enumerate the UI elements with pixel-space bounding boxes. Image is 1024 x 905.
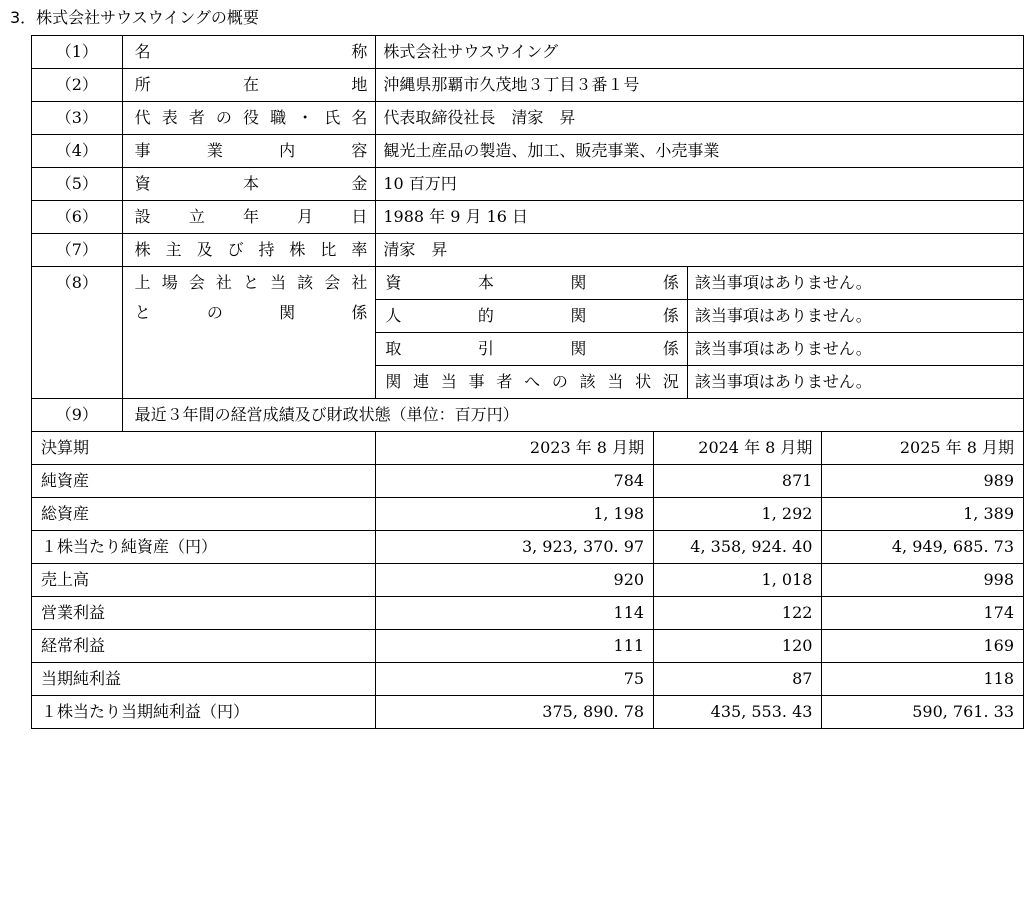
financial-value: 111 <box>376 630 654 663</box>
row-address <box>32 69 1024 102</box>
financial-value: 1, 292 <box>654 498 822 531</box>
financial-row <box>32 465 1024 498</box>
financial-header-label: 決算期 <box>32 432 376 465</box>
row-number: （3） <box>32 102 123 135</box>
row-shareholders <box>32 234 1024 267</box>
row-number: （1） <box>32 36 123 69</box>
relation-item-value: 該当事項はありません。 <box>687 333 1023 366</box>
row-name <box>32 36 1024 69</box>
relation-label <box>122 267 376 399</box>
financial-value: 1, 198 <box>376 498 654 531</box>
row-number: （4） <box>32 135 123 168</box>
financial-value: 4, 358, 924. 40 <box>654 531 822 564</box>
financial-row-label: 純資産 <box>32 465 376 498</box>
row-number: （7） <box>32 234 123 267</box>
financial-row <box>32 531 1024 564</box>
financial-value: 920 <box>376 564 654 597</box>
relation-item-label: 資本関係 <box>376 267 688 300</box>
relation-item-value: 該当事項はありません。 <box>687 366 1023 399</box>
financial-row <box>32 564 1024 597</box>
relation-item-value: 該当事項はありません。 <box>687 267 1023 300</box>
row-label: 名称 <box>122 36 376 69</box>
financial-number: （9） <box>32 399 123 432</box>
row-established <box>32 201 1024 234</box>
row-label: 所在地 <box>122 69 376 102</box>
financial-row-label: 当期純利益 <box>32 663 376 696</box>
row-number: （6） <box>32 201 123 234</box>
financial-period: 2025 年 8 月期 <box>822 432 1024 465</box>
relation-item-label: 関連当事者への該当状況 <box>376 366 688 399</box>
row-number: （5） <box>32 168 123 201</box>
section-heading: 3．株式会社サウスウイングの概要 <box>10 8 259 27</box>
financial-row-label: 営業利益 <box>32 597 376 630</box>
row-label: 設立年月日 <box>122 201 376 234</box>
financial-row <box>32 696 1024 729</box>
financial-value: 114 <box>376 597 654 630</box>
financial-period: 2023 年 8 月期 <box>376 432 654 465</box>
financial-row-label: 売上高 <box>32 564 376 597</box>
financial-value: 871 <box>654 465 822 498</box>
relation-label-line2: との関係 <box>134 303 368 322</box>
financial-value: 784 <box>376 465 654 498</box>
financial-value: 989 <box>822 465 1024 498</box>
row-value: 1988 年 9 月 16 日 <box>376 201 1024 234</box>
financial-value: 75 <box>376 663 654 696</box>
row-capital <box>32 168 1024 201</box>
row-value: 10 百万円 <box>376 168 1024 201</box>
financial-value: 1, 018 <box>654 564 822 597</box>
financial-row <box>32 597 1024 630</box>
financial-value: 174 <box>822 597 1024 630</box>
company-overview-table <box>31 35 1024 729</box>
financial-value: 3, 923, 370. 97 <box>376 531 654 564</box>
financial-value: 118 <box>822 663 1024 696</box>
row-representative <box>32 102 1024 135</box>
financial-row-label: １株当たり当期純利益（円） <box>32 696 376 729</box>
financial-header-row <box>32 432 1024 465</box>
financial-title: 最近３年間の経営成績及び財政状態（単位：百万円） <box>122 399 1023 432</box>
row-label: 代表者の役職・氏名 <box>122 102 376 135</box>
row-business <box>32 135 1024 168</box>
relation-item-label: 取引関係 <box>376 333 688 366</box>
row-value: 沖縄県那覇市久茂地３丁目３番１号 <box>376 69 1024 102</box>
financial-row <box>32 498 1024 531</box>
financial-value: 375, 890. 78 <box>376 696 654 729</box>
row-number: （2） <box>32 69 123 102</box>
relation-item-label: 人的関係 <box>376 300 688 333</box>
row-value: 観光土産品の製造、加工、販売事業、小売事業 <box>376 135 1024 168</box>
financial-row-label: 総資産 <box>32 498 376 531</box>
financial-value: 122 <box>654 597 822 630</box>
relation-item-value: 該当事項はありません。 <box>687 300 1023 333</box>
financial-row-label: １株当たり純資産（円） <box>32 531 376 564</box>
financial-period: 2024 年 8 月期 <box>654 432 822 465</box>
row-value: 株式会社サウスウイング <box>376 36 1024 69</box>
financial-value: 590, 761. 33 <box>822 696 1024 729</box>
relation-label-line1: 上場会社と当該会社 <box>134 273 368 292</box>
financial-value: 1, 389 <box>822 498 1024 531</box>
row-value: 清家 昇 <box>376 234 1024 267</box>
financial-value: 4, 949, 685. 73 <box>822 531 1024 564</box>
financial-row <box>32 630 1024 663</box>
financial-value: 435, 553. 43 <box>654 696 822 729</box>
financial-row <box>32 663 1024 696</box>
row-label: 事業内容 <box>122 135 376 168</box>
relation-number: （8） <box>32 267 123 399</box>
financial-value: 169 <box>822 630 1024 663</box>
row-label: 資本金 <box>122 168 376 201</box>
financial-row-label: 経常利益 <box>32 630 376 663</box>
row-label: 株主及び持株比率 <box>122 234 376 267</box>
financial-value: 998 <box>822 564 1024 597</box>
financial-title-row <box>32 399 1024 432</box>
relation-row <box>32 267 1024 300</box>
financial-value: 87 <box>654 663 822 696</box>
financial-value: 120 <box>654 630 822 663</box>
row-value: 代表取締役社長 清家 昇 <box>376 102 1024 135</box>
